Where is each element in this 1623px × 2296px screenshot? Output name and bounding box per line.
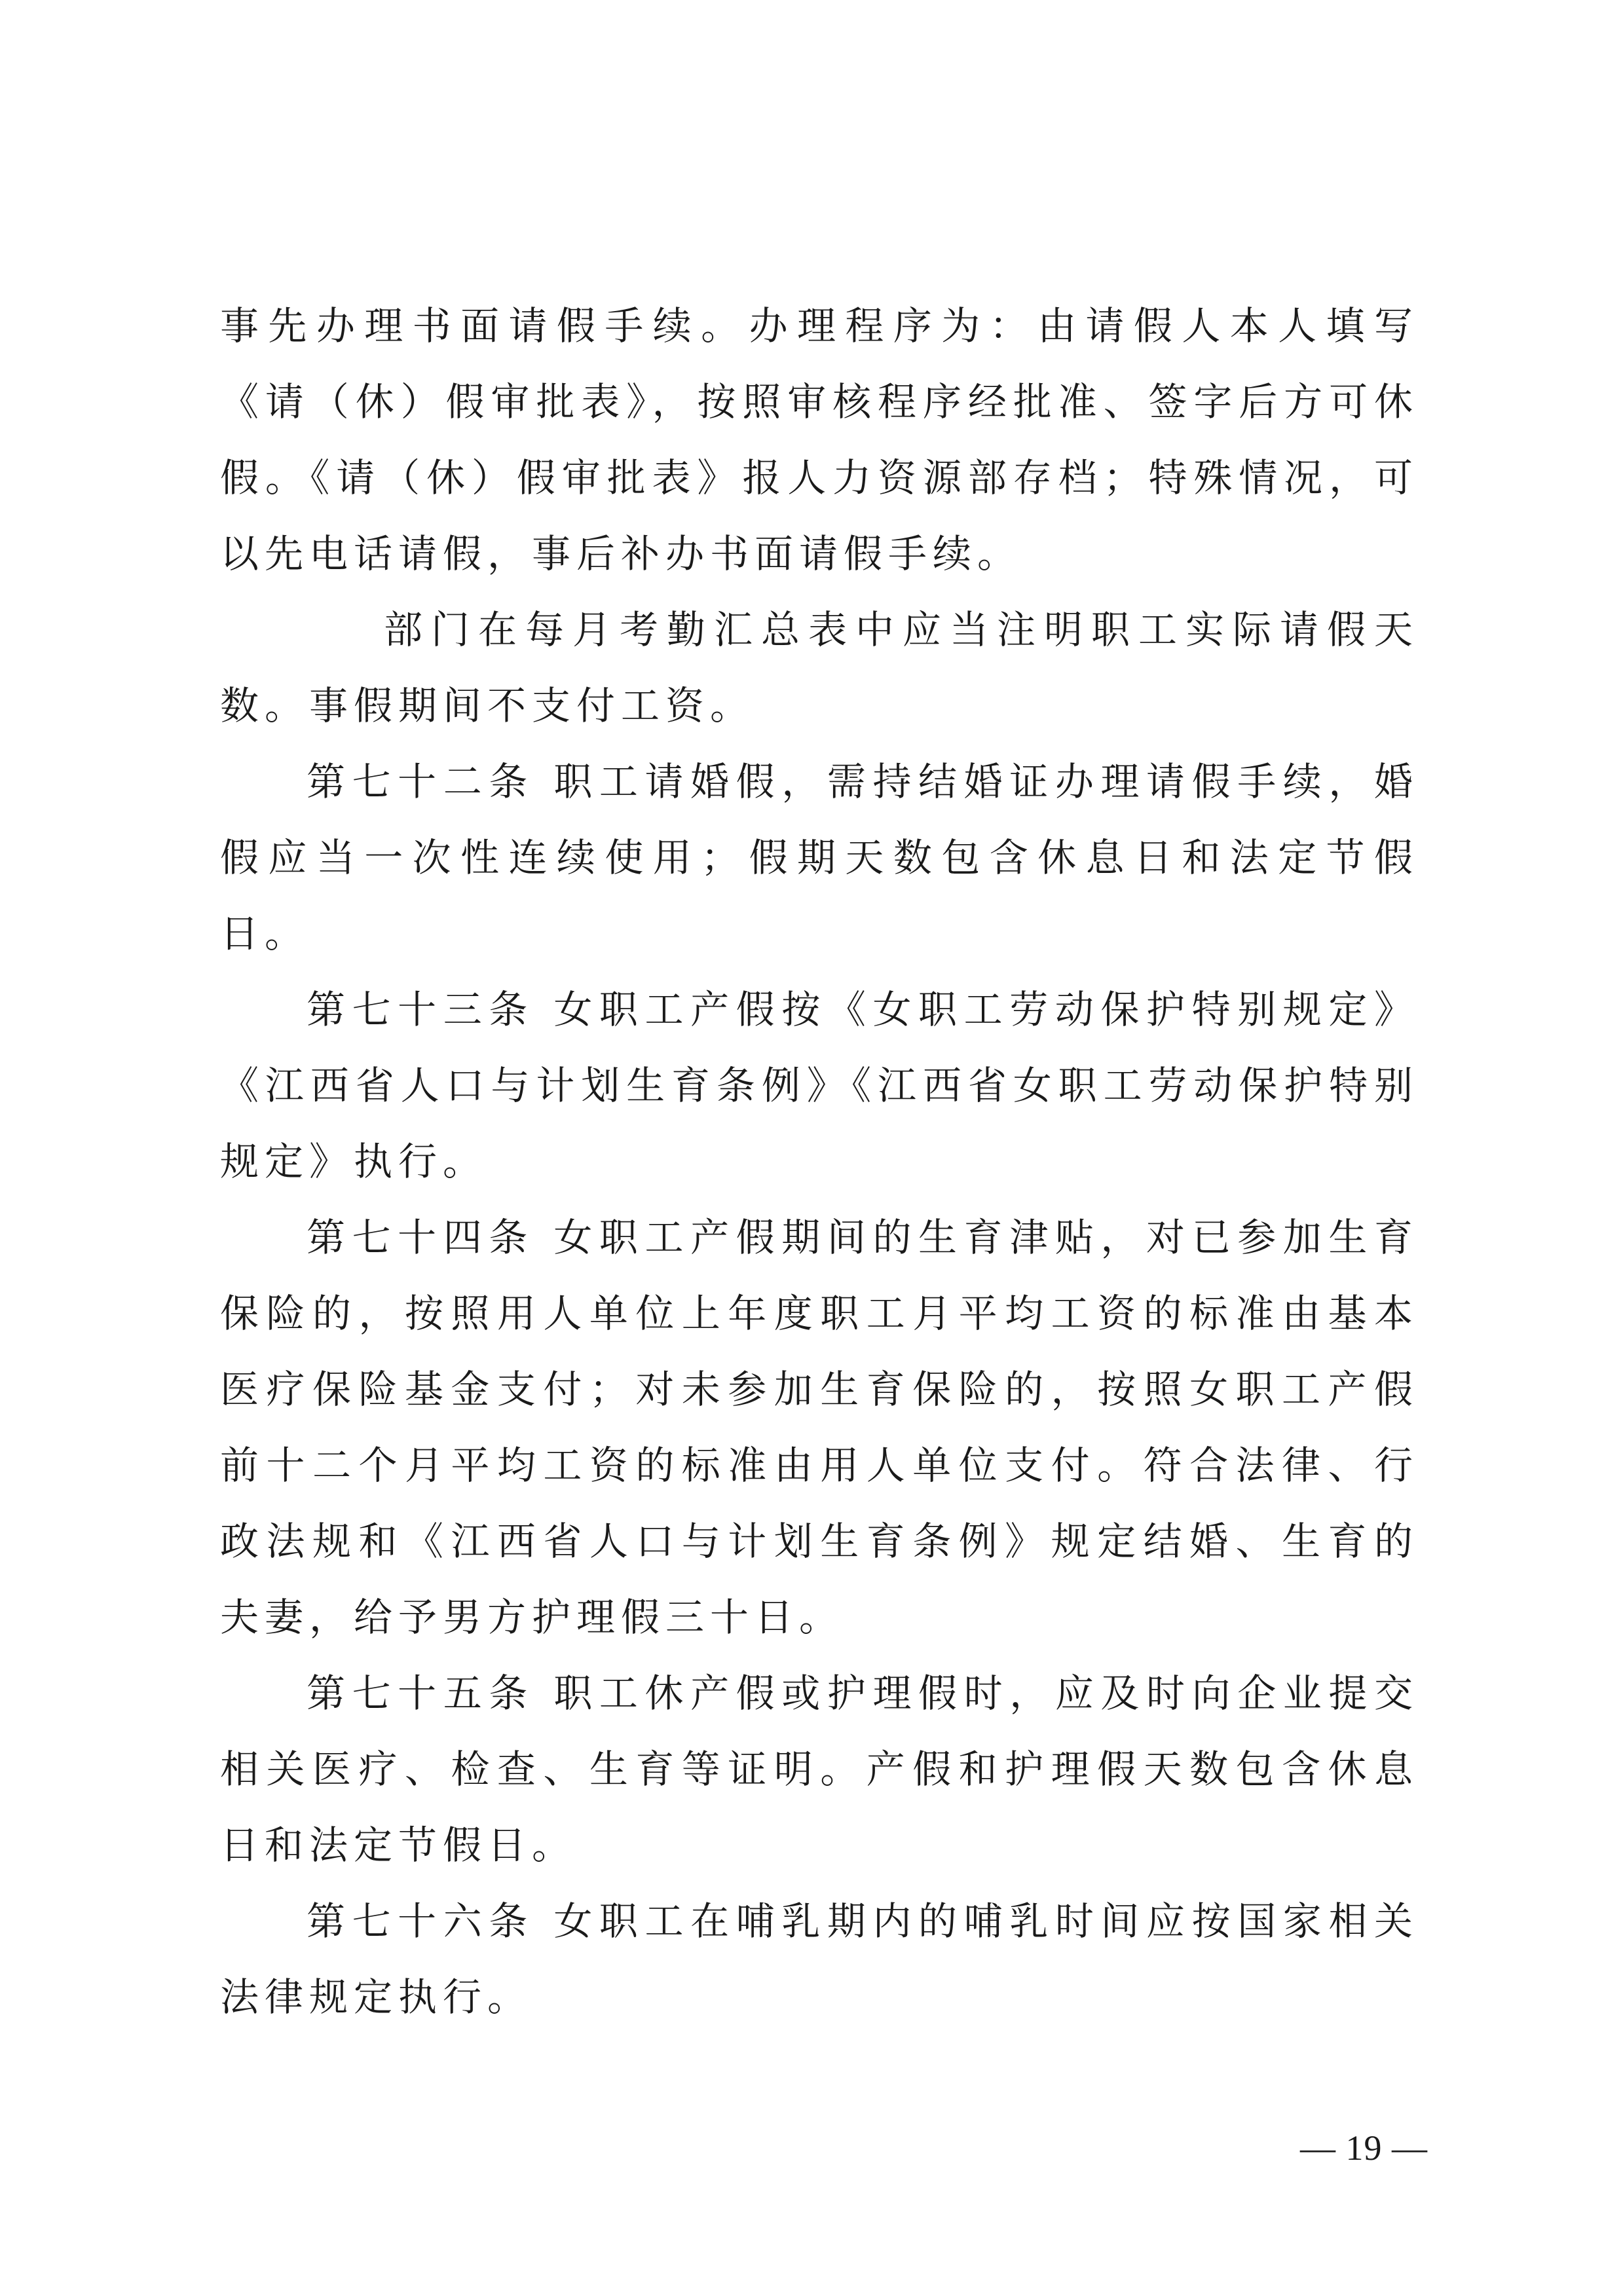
paragraph-attendance-summary: 部门在每月考勤汇总表中应当注明职工实际请假天数。事假期间不支付工资。 bbox=[220, 607, 1419, 728]
paragraph-article-75: 第七十五条 职工休产假或护理假时，应及时向企业提交相关医疗、检查、生育等证明。产假和护理假天数包含休息日和法定节假日。 bbox=[220, 1671, 1419, 1868]
paragraph-leave-procedure: 事先办理书面请假手续。办理程序为：由请假人本人填写《请（休）假审批表》，按照审核程序经批准、签字后方可休假。《请（休）假审批表》报人力资源部存档；特殊情况，可以先电话请假，事后补办书面请假手续。 bbox=[220, 303, 1419, 576]
page-number: — 19 — bbox=[1300, 2128, 1428, 2168]
paragraph-article-74: 第七十四条 女职工产假期间的生育津贴，对已参加生育保险的，按照用人单位上年度职工月平均工资的标准由基本医疗保险基金支付；对未参加生育保险的，按照女职工产假前十二个月平均工资的标准由用人单位支付。符合法律、行政法规和《江西省人口与计划生育条例》规定结婚、生育的夫妻，给予男方护理假三十日。 bbox=[220, 1215, 1419, 1640]
paragraph-article-72: 第七十二条 职工请婚假，需持结婚证办理请假手续，婚假应当一次性连续使用；假期天数包含休息日和法定节假日。 bbox=[220, 759, 1419, 956]
paragraph-article-73: 第七十三条 女职工产假按《女职工劳动保护特别规定》《江西省人口与计划生育条例》《江西省女职工劳动保护特别规定》执行。 bbox=[220, 987, 1419, 1184]
body-text bbox=[220, 288, 1419, 2035]
paragraph-article-76: 第七十六条 女职工在哺乳期内的哺乳时间应按国家相关法律规定执行。 bbox=[220, 1898, 1419, 2020]
